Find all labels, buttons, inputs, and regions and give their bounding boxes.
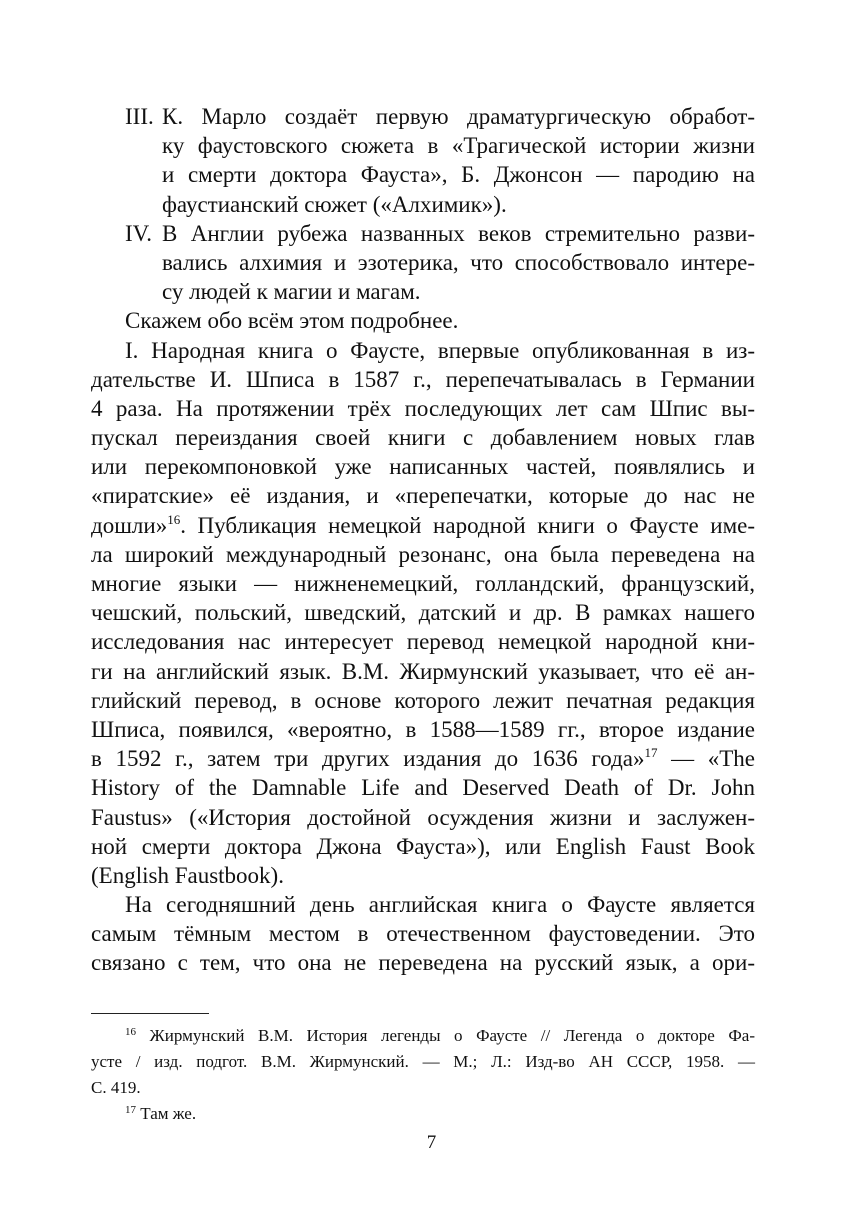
paragraph-1-line-1: I. Народная книга о Фаусте, впервые опубликованная в из-: [125, 337, 755, 363]
list-item-iii-line-3: и смерти доктора Фауста», Б. Джонсон — пародию на: [162, 162, 755, 188]
paragraph-1-line-9: многие языки — нижненемецкий, голландский, французский,: [91, 571, 755, 596]
paragraph-1-line-18: ной смерти доктора Джона Фауста»), или English Faust Book: [91, 833, 755, 859]
paragraph-2-line-2: самым тёмным местом в отечественном фаустоведении. Это: [91, 921, 755, 947]
paragraph-1-line-7: дошли»$^{16}$. Публикация немецкой народной книги о Фаусте име-: [91, 511, 755, 538]
paragraph-1-line-5: или перекомпоновкой уже написанных частей, появлялись и: [91, 454, 755, 480]
page-number: 7: [426, 1132, 437, 1153]
paragraph-2-line-3: связано с тем, что она не переведена на русский язык, а ори-: [91, 950, 755, 976]
list-item-iii-line-4: фаустианский сюжет («Алхимик»).: [162, 191, 507, 217]
footnote-16-line-2: усте / изд. подгот. В.М. Жирмунский. — М.; Л.: Изд-во АН СССР, 1958. —: [91, 1052, 755, 1071]
paragraph-1-line-13: глийский перевод, в основе которого лежит печатная редакция: [91, 687, 755, 713]
list-item-iv-line-3: су людей к магии и магам.: [162, 279, 421, 305]
footnotes-section: [91, 1013, 755, 1127]
footnote-separator: [91, 1013, 209, 1014]
paragraph-1-line-8: ла широкий международный резонанс, она была переведена на: [91, 541, 755, 567]
paragraph-2-line-1: На сегодняшний день английская книга о Фаусте является: [125, 892, 755, 918]
list-marker-iv: IV.: [125, 220, 153, 246]
paragraph-1-line-6: «пиратские» её издания, и «перепечатки, которые до нас не: [91, 483, 755, 509]
footnote-16-line-1: $^{16}$ Жирмунский В.М. История легенды о Фаусте // Легенда о докторе Фа-: [125, 1026, 756, 1045]
intro-line: Скажем обо всём этом подробнее.: [125, 308, 459, 334]
paragraph-1-line-15: в 1592 г., затем три других издания до 1636 года»$^{17}$ — «The: [91, 745, 756, 772]
paragraph-1-line-12: ги на английский язык. В.М. Жирмунский указывает, что её ан-: [91, 658, 755, 684]
paragraph-1-line-10: чешский, польский, шведский, датский и др. В рамках нашего: [91, 600, 755, 626]
footnote-number-17: 17: [125, 1104, 136, 1116]
list-item-iii-line-2: ку фаустовского сюжета в «Трагической истории жизни: [162, 133, 755, 159]
paragraph-1-line-4: пускал переиздания своей книги с добавлением новых глав: [91, 425, 755, 451]
paragraph-1-line-19: (English Faustbook).: [91, 862, 284, 888]
list-item-iii-line-1: III. К. Марло создаёт первую драматургическую обработ-: [91, 102, 755, 131]
footnote-ref-17[interactable]: 17: [644, 745, 658, 761]
list-item-iv-line-1: IV. В Англии рубежа названных веков стремительно разви-: [91, 219, 755, 248]
footnote-16-line-3: С. 419.: [91, 1078, 141, 1097]
footnote-number-16: 16: [125, 1026, 136, 1038]
page-body: [91, 102, 755, 978]
paragraph-1-line-17: Faustus» («История достойной осуждения жизни и заслужен-: [91, 804, 755, 830]
footnote-17-line-1: $^{17}$ Там же.: [125, 1104, 197, 1123]
paragraph-1-line-3: 4 раза. На протяжении трёх последующих лет сам Шпис вы-: [91, 395, 755, 421]
list-item-iv-line-2: вались алхимия и эзотерика, что способствовало интере-: [162, 249, 755, 275]
paragraph-1-line-14: Шписа, появился, «вероятно, в 1588—1589 гг., второе издание: [91, 716, 755, 742]
paragraph-1-line-2: дательстве И. Шписа в 1587 г., перепечатывалась в Германии: [91, 366, 755, 392]
paragraph-1-line-16: History of the Damnable Life and Deserved Death of Dr. John: [91, 775, 755, 801]
paragraph-1-line-11: исследования нас интересует перевод немецкой народной кни-: [91, 629, 755, 655]
list-marker-iii: III.: [125, 104, 154, 129]
footnote-ref-16[interactable]: 16: [167, 511, 181, 527]
